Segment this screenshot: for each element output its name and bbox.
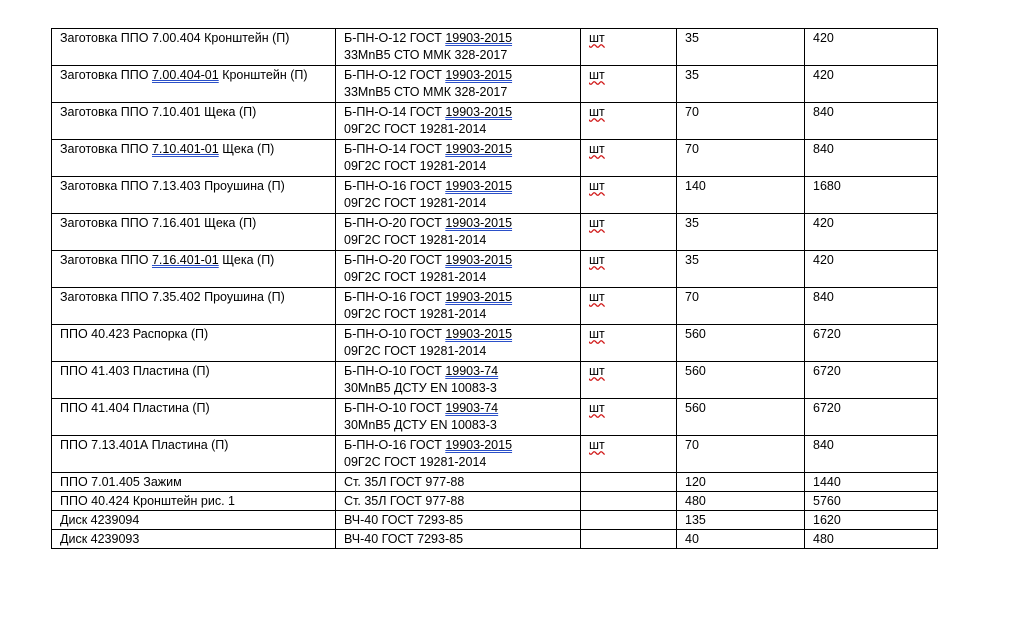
part-name-cell (52, 251, 336, 288)
part-name: Заготовка ППО (60, 68, 152, 82)
part-name-cell (52, 29, 336, 66)
material-standard: 19903-2015 (445, 179, 513, 193)
unit-label: шт (589, 290, 605, 304)
material-cell (336, 362, 581, 399)
unit-cell (581, 473, 677, 492)
material-steel: 09Г2С ГОСТ 19281-2014 (344, 159, 487, 173)
quantity-cell: 70 (677, 140, 805, 177)
total-cell: 1440 (805, 473, 938, 492)
unit-cell (581, 214, 677, 251)
quantity-cell: 70 (677, 436, 805, 473)
parts-table-body (52, 29, 938, 549)
unit-label: шт (589, 253, 605, 267)
material-grade: Б-ПН-О-14 ГОСТ (344, 142, 446, 156)
unit-cell (581, 399, 677, 436)
part-name-cell (52, 362, 336, 399)
total-cell: 1620 (805, 511, 938, 530)
table-row (52, 214, 938, 251)
part-name: Заготовка ППО 7.35.402 Проушина (П) (60, 290, 285, 304)
material-cell (336, 177, 581, 214)
material-cell (336, 288, 581, 325)
unit-label: шт (589, 401, 605, 415)
unit-cell (581, 436, 677, 473)
table-row (52, 436, 938, 473)
part-name: ППО 40.424 Кронштейн рис. 1 (60, 494, 235, 508)
material-line (344, 215, 574, 232)
unit-cell (581, 362, 677, 399)
unit-label: шт (589, 142, 605, 156)
material-steel: 33MnB5 СТО ММК 328-2017 (344, 85, 508, 99)
unit-label: шт (589, 327, 605, 341)
quantity-cell: 70 (677, 103, 805, 140)
material-grade: Ст. 35Л ГОСТ 977-88 (344, 494, 465, 508)
total-cell: 480 (805, 530, 938, 549)
material-line (344, 252, 574, 269)
unit-cell (581, 29, 677, 66)
part-name: Диск 4239093 (60, 532, 140, 546)
material-grade: Б-ПН-О-10 ГОСТ (344, 364, 446, 378)
total-cell: 840 (805, 288, 938, 325)
part-name-cell (52, 325, 336, 362)
part-name: ППО 40.423 Распорка (П) (60, 327, 209, 341)
part-name-cell (52, 140, 336, 177)
quantity-cell: 560 (677, 362, 805, 399)
material-standard: 19903-2015 (445, 68, 513, 82)
part-name: ППО 41.403 Пластина (П) (60, 364, 210, 378)
part-name: Заготовка ППО 7.13.403 Проушина (П) (60, 179, 285, 193)
material-grade: ВЧ-40 ГОСТ 7293-85 (344, 532, 464, 546)
unit-cell (581, 140, 677, 177)
material-standard: 19903-2015 (445, 216, 513, 230)
material-steel: 09Г2С ГОСТ 19281-2014 (344, 307, 487, 321)
part-name: Заготовка ППО (60, 253, 152, 267)
material-line (344, 437, 574, 454)
material-steel: 30MnB5 ДСТУ EN 10083-3 (344, 381, 497, 395)
quantity-cell: 140 (677, 177, 805, 214)
unit-cell (581, 530, 677, 549)
part-name-cell (52, 492, 336, 511)
unit-cell (581, 251, 677, 288)
part-code: 7.16.401-01 (151, 253, 219, 267)
material-cell (336, 66, 581, 103)
part-name-suffix: Щека (П) (218, 253, 275, 267)
part-name-suffix: Щека (П) (218, 142, 275, 156)
material-grade: Ст. 35Л ГОСТ 977-88 (344, 475, 465, 489)
material-line (344, 531, 574, 548)
part-name-cell (52, 436, 336, 473)
table-row (52, 473, 938, 492)
material-standard: 19903-74 (445, 401, 499, 415)
material-cell (336, 140, 581, 177)
table-row (52, 362, 938, 399)
material-steel: 09Г2С ГОСТ 19281-2014 (344, 455, 487, 469)
total-cell: 420 (805, 29, 938, 66)
unit-cell (581, 511, 677, 530)
material-grade: Б-ПН-О-12 ГОСТ (344, 31, 446, 45)
material-line (344, 474, 574, 491)
material-grade: Б-ПН-О-10 ГОСТ (344, 327, 446, 341)
material-steel: 09Г2С ГОСТ 19281-2014 (344, 122, 487, 136)
total-cell: 840 (805, 140, 938, 177)
table-row (52, 66, 938, 103)
material-steel: 09Г2С ГОСТ 19281-2014 (344, 196, 487, 210)
material-cell (336, 530, 581, 549)
quantity-cell: 560 (677, 399, 805, 436)
total-cell: 6720 (805, 325, 938, 362)
unit-cell (581, 177, 677, 214)
unit-label: шт (589, 179, 605, 193)
quantity-cell: 480 (677, 492, 805, 511)
total-cell: 840 (805, 436, 938, 473)
material-grade: Б-ПН-О-14 ГОСТ (344, 105, 446, 119)
total-cell: 6720 (805, 399, 938, 436)
material-cell (336, 492, 581, 511)
total-cell: 5760 (805, 492, 938, 511)
material-standard: 19903-2015 (445, 438, 513, 452)
part-name-cell (52, 214, 336, 251)
quantity-cell: 35 (677, 29, 805, 66)
unit-label: шт (589, 68, 605, 82)
part-name-cell (52, 530, 336, 549)
material-steel: 30MnB5 ДСТУ EN 10083-3 (344, 418, 497, 432)
material-cell (336, 251, 581, 288)
unit-label: шт (589, 364, 605, 378)
unit-cell (581, 103, 677, 140)
material-line (344, 326, 574, 343)
part-name-cell (52, 66, 336, 103)
material-grade: Б-ПН-О-16 ГОСТ (344, 438, 446, 452)
material-cell (336, 511, 581, 530)
material-steel: 33MnB5 СТО ММК 328-2017 (344, 48, 508, 62)
table-row (52, 140, 938, 177)
material-grade: Б-ПН-О-16 ГОСТ (344, 290, 446, 304)
material-cell (336, 325, 581, 362)
material-standard: 19903-2015 (445, 290, 513, 304)
material-steel: 09Г2С ГОСТ 19281-2014 (344, 233, 487, 247)
unit-label: шт (589, 438, 605, 452)
unit-cell (581, 288, 677, 325)
unit-label: шт (589, 31, 605, 45)
part-name: ППО 41.404 Пластина (П) (60, 401, 210, 415)
table-row (52, 103, 938, 140)
material-steel: 09Г2С ГОСТ 19281-2014 (344, 344, 487, 358)
material-line (344, 363, 574, 380)
quantity-cell: 560 (677, 325, 805, 362)
part-name: Заготовка ППО 7.16.401 Щека (П) (60, 216, 257, 230)
total-cell: 1680 (805, 177, 938, 214)
part-name-cell (52, 288, 336, 325)
total-cell: 840 (805, 103, 938, 140)
material-steel: 09Г2С ГОСТ 19281-2014 (344, 270, 487, 284)
quantity-cell: 40 (677, 530, 805, 549)
material-grade: Б-ПН-О-20 ГОСТ (344, 216, 446, 230)
part-name-cell (52, 399, 336, 436)
material-standard: 19903-2015 (445, 253, 513, 267)
total-cell: 420 (805, 251, 938, 288)
material-standard: 19903-2015 (445, 327, 513, 341)
part-name-cell (52, 473, 336, 492)
material-standard: 19903-2015 (445, 142, 513, 156)
table-row (52, 530, 938, 549)
part-name: Заготовка ППО 7.00.404 Кронштейн (П) (60, 31, 290, 45)
table-row (52, 511, 938, 530)
table-row (52, 399, 938, 436)
total-cell: 420 (805, 66, 938, 103)
part-name: Заготовка ППО 7.10.401 Щека (П) (60, 105, 257, 119)
part-name: Заготовка ППО (60, 142, 152, 156)
part-name-suffix: Кронштейн (П) (218, 68, 308, 82)
unit-cell (581, 492, 677, 511)
material-line (344, 400, 574, 417)
material-grade: Б-ПН-О-10 ГОСТ (344, 401, 446, 415)
material-line (344, 178, 574, 195)
material-cell (336, 436, 581, 473)
material-grade: Б-ПН-О-20 ГОСТ (344, 253, 446, 267)
material-standard: 19903-2015 (445, 105, 513, 119)
material-line (344, 512, 574, 529)
material-line (344, 67, 574, 84)
unit-cell (581, 66, 677, 103)
material-cell (336, 103, 581, 140)
material-grade: ВЧ-40 ГОСТ 7293-85 (344, 513, 464, 527)
material-line (344, 104, 574, 121)
part-name: ППО 7.13.401А Пластина (П) (60, 438, 229, 452)
part-name-cell (52, 177, 336, 214)
material-standard: 19903-74 (445, 364, 499, 378)
total-cell: 6720 (805, 362, 938, 399)
quantity-cell: 35 (677, 66, 805, 103)
part-name: ППО 7.01.405 Зажим (60, 475, 182, 489)
total-cell: 420 (805, 214, 938, 251)
material-cell (336, 214, 581, 251)
table-row (52, 29, 938, 66)
material-grade: Б-ПН-О-16 ГОСТ (344, 179, 446, 193)
part-name-cell (52, 103, 336, 140)
material-standard: 19903-2015 (445, 31, 513, 45)
material-cell (336, 473, 581, 492)
material-line (344, 493, 574, 510)
quantity-cell: 35 (677, 214, 805, 251)
table-row (52, 325, 938, 362)
material-cell (336, 29, 581, 66)
part-code: 7.00.404-01 (151, 68, 219, 82)
material-line (344, 30, 574, 47)
material-grade: Б-ПН-О-12 ГОСТ (344, 68, 446, 82)
quantity-cell: 135 (677, 511, 805, 530)
part-name: Диск 4239094 (60, 513, 140, 527)
quantity-cell: 35 (677, 251, 805, 288)
part-code: 7.10.401-01 (151, 142, 219, 156)
parts-table (51, 28, 938, 549)
part-name-cell (52, 511, 336, 530)
material-cell (336, 399, 581, 436)
table-row (52, 492, 938, 511)
material-line (344, 141, 574, 158)
material-line (344, 289, 574, 306)
quantity-cell: 120 (677, 473, 805, 492)
unit-label: шт (589, 105, 605, 119)
table-row (52, 251, 938, 288)
unit-label: шт (589, 216, 605, 230)
table-row (52, 177, 938, 214)
unit-cell (581, 325, 677, 362)
quantity-cell: 70 (677, 288, 805, 325)
table-row (52, 288, 938, 325)
